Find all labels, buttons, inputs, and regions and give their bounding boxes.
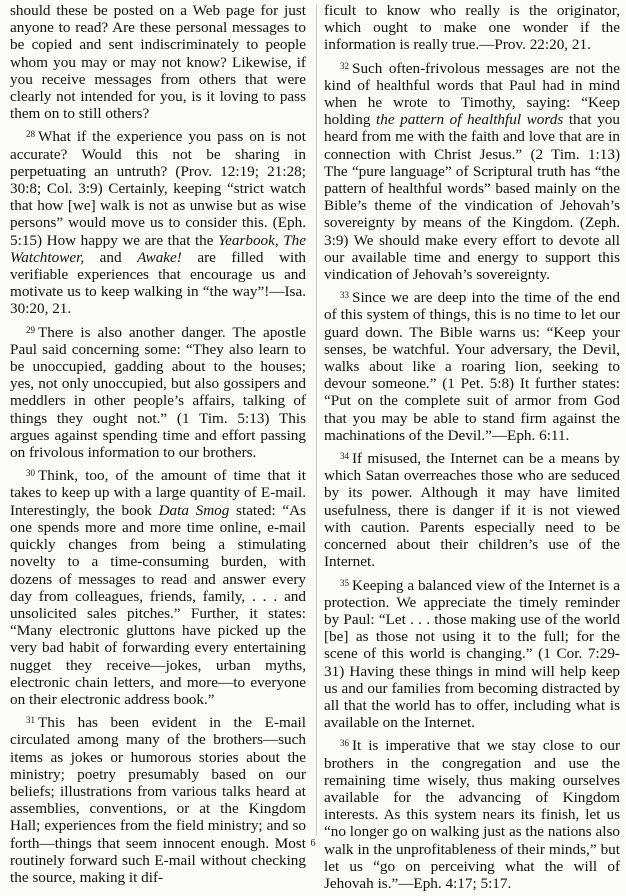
paragraph-continued: ficult to know who really is the originator, which ought to make one wonder if the information is really true.—Prov. 22:20, 21.	[324, 2, 620, 54]
column-divider	[316, 4, 317, 836]
paragraph-number: 33	[340, 290, 349, 301]
paragraph-28: $^{28}$ What if the experience you pass on is not accurate? Would this not be sharing in perpetuating an untruth? (Prov. 12:19; 21:28; 30:8; Col. 3:9) Certainly, keeping “strict watch that how [we] walk is not as unwise but as wise persons” would move us to consider this. (Eph. 5:15) How happy we are that the Yearbook, The Watchtower, and Awake! are filled with verifiable experiences that encourage us and motivate us to keep walking in “the way”!—Isa. 30:20, 21.	[10, 128, 307, 318]
page-number: 6	[310, 838, 316, 849]
paragraph-number: 31	[26, 715, 35, 726]
paragraph-30: $^{30}$ Think, too, of the amount of time that it takes to keep up with a large quantity of E-mail. Interestingly, the book Data Smog stated: “As one spends more and more time online, e-mail quickly changes from being a stimulating novelty to a time-consuming burden, with dozens of messages to read and answer every day from colleagues, friends, family, . . . and unsolicited sales pitches.” Further, it states: “Many electronic gluttons have picked up the very bad habit of forwarding every entertaining nugget they receive—jokes, urban myths, electronic chain letters, and more—to everyone on their electronic address book.”	[10, 467, 307, 708]
right-column	[324, 2, 620, 896]
paragraph-number: 28	[26, 129, 35, 140]
paragraph-continued: should these be posted on a Web page for just anyone to read? Are these personal messages to be copied and sent indiscriminately to people whom you may or may not know? Likewise, if you receive messages from others that were clearly not intended for you, is it loving to pass them on to still others?	[10, 2, 306, 123]
paragraph-number: 29	[26, 324, 35, 335]
paragraph-number: 30	[26, 468, 35, 479]
paragraph-number: 36	[340, 738, 349, 749]
paragraph-32: $^{32}$ Such often-frivolous messages are not the kind of healthful words that Paul had in mind when he wrote to Timothy, saying: “Keep holding the pattern of healthful words that you heard from me with the faith and love that are in connection with Christ Jesus.” (2 Tim. 1:13) The “pure language” of Scriptural truth has “the pattern of healthful words” based mainly on the Bible’s theme of the vindication of Jehovah’s sovereignty by means of the Kingdom. (Zeph. 3:9) We should make every effort to devote all our available time and energy to support this vindication of Jehovah’s sovereignty.	[324, 59, 620, 284]
paragraph-number: 32	[340, 60, 349, 71]
paragraph-34: $^{34}$ If misused, the Internet can be a means by which Satan overreaches those who are seduced by its power. Although it may have limited usefulness, there is danger if it is not viewed with caution. Parents especially need to be concerned about their children’s use of the Internet.	[324, 450, 620, 571]
paragraph-number: 35	[340, 577, 349, 588]
paragraph-36: $^{36}$ It is imperative that we stay close to our brothers in the congregation and use the remaining time wisely, thus making ourselves available for the advancing of Kingdom interests. As this system nears its finish, let us “no longer go on walking just as the nations also walk in the unprofitableness of their minds,” but let us “go on perceiving what the will of Jehovah is.”—Eph. 4:17; 5:17.	[324, 737, 620, 892]
paragraph-33: $^{33}$ Since we are deep into the time of the end of this system of things, this is no time to let our guard down. The Bible warns us: “Keep your senses, be watchful. Your adversary, the Devil, walks about like a roaring lion, seeking to devour someone.” (1 Pet. 5:8) It further states: “Put on the complete suit of armor from God that you may be able to stand firm against the machinations of the Devil.”—Eph. 6:11.	[324, 289, 620, 444]
paragraph-number: 34	[340, 451, 349, 462]
paragraph-31: $^{31}$ This has been evident in the E-mail circulated among many of the brothers—such items as jokes or humorous stories about the ministry; poetry presumably based on our beliefs; illustrations from various talks heard at assemblies, conventions, or at the Kingdom Hall; experiences from the field ministry; and so forth—things that seem innocent enough. Most routinely forward such E-mail without checking the source, making it dif-	[10, 714, 306, 886]
left-column	[10, 2, 306, 890]
paragraph-35: $^{35}$ Keeping a balanced view of the Internet is a protection. We appreciate the timely reminder by Paul: “Let . . . those making use of the world [be] as those not using it to the full; for the scene of this world is changing.” (1 Cor. 7:29-31) Having these things in mind will help keep us and our families from becoming distracted by all that the world has to offer, including what is available on the Internet.	[324, 576, 620, 732]
paragraph-29: $^{29}$ There is also another danger. The apostle Paul said concerning some: “They also learn to be unoccupied, gadding about to the houses; yes, not only unoccupied, but also gossipers and meddlers in other people’s affairs, talking of things they ought not.” (1 Tim. 5:13) This argues against spending time and effort passing on frivolous information to our brothers.	[10, 323, 306, 462]
